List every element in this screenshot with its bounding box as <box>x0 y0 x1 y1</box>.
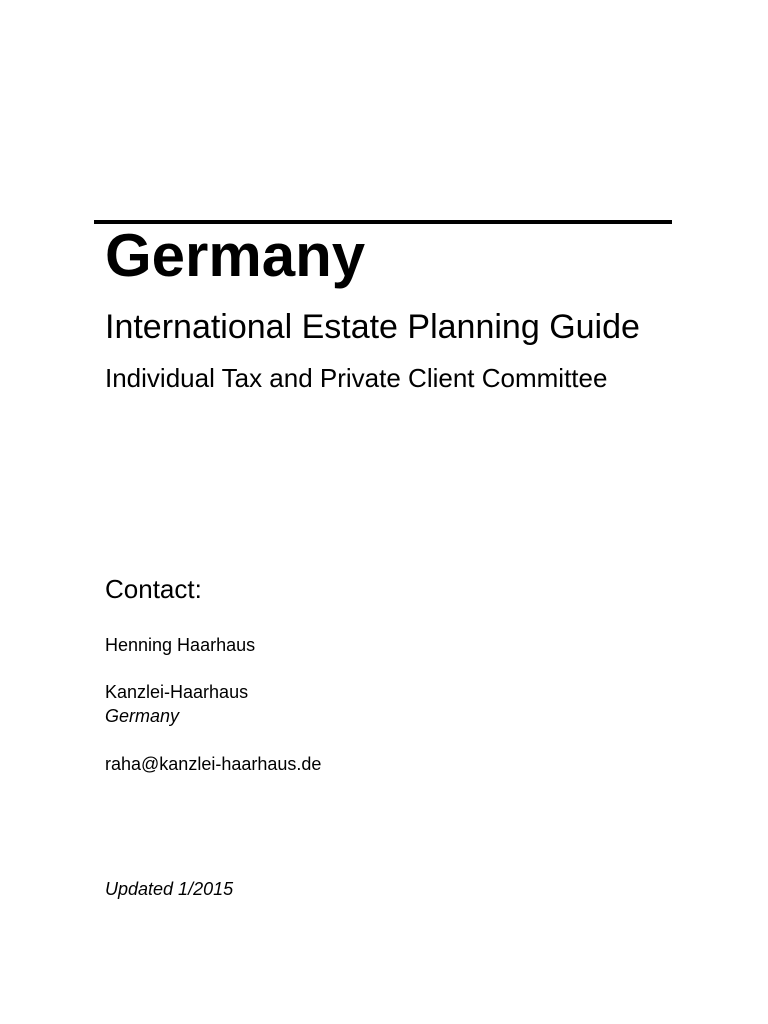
contact-firm: Kanzlei-Haarhaus <box>105 682 249 702</box>
contact-country: Germany <box>105 706 180 726</box>
contact-email[interactable]: raha@kanzlei-haarhaus.de <box>105 754 322 774</box>
contact-name: Henning Haarhaus <box>105 635 256 655</box>
document-subtitle: International Estate Planning Guide <box>105 308 640 346</box>
updated-date: Updated 1/2015 <box>105 879 234 899</box>
contact-heading: Contact: <box>105 574 202 604</box>
document-title: Germany <box>105 222 366 289</box>
committee-name: Individual Tax and Private Client Committee <box>105 363 608 393</box>
